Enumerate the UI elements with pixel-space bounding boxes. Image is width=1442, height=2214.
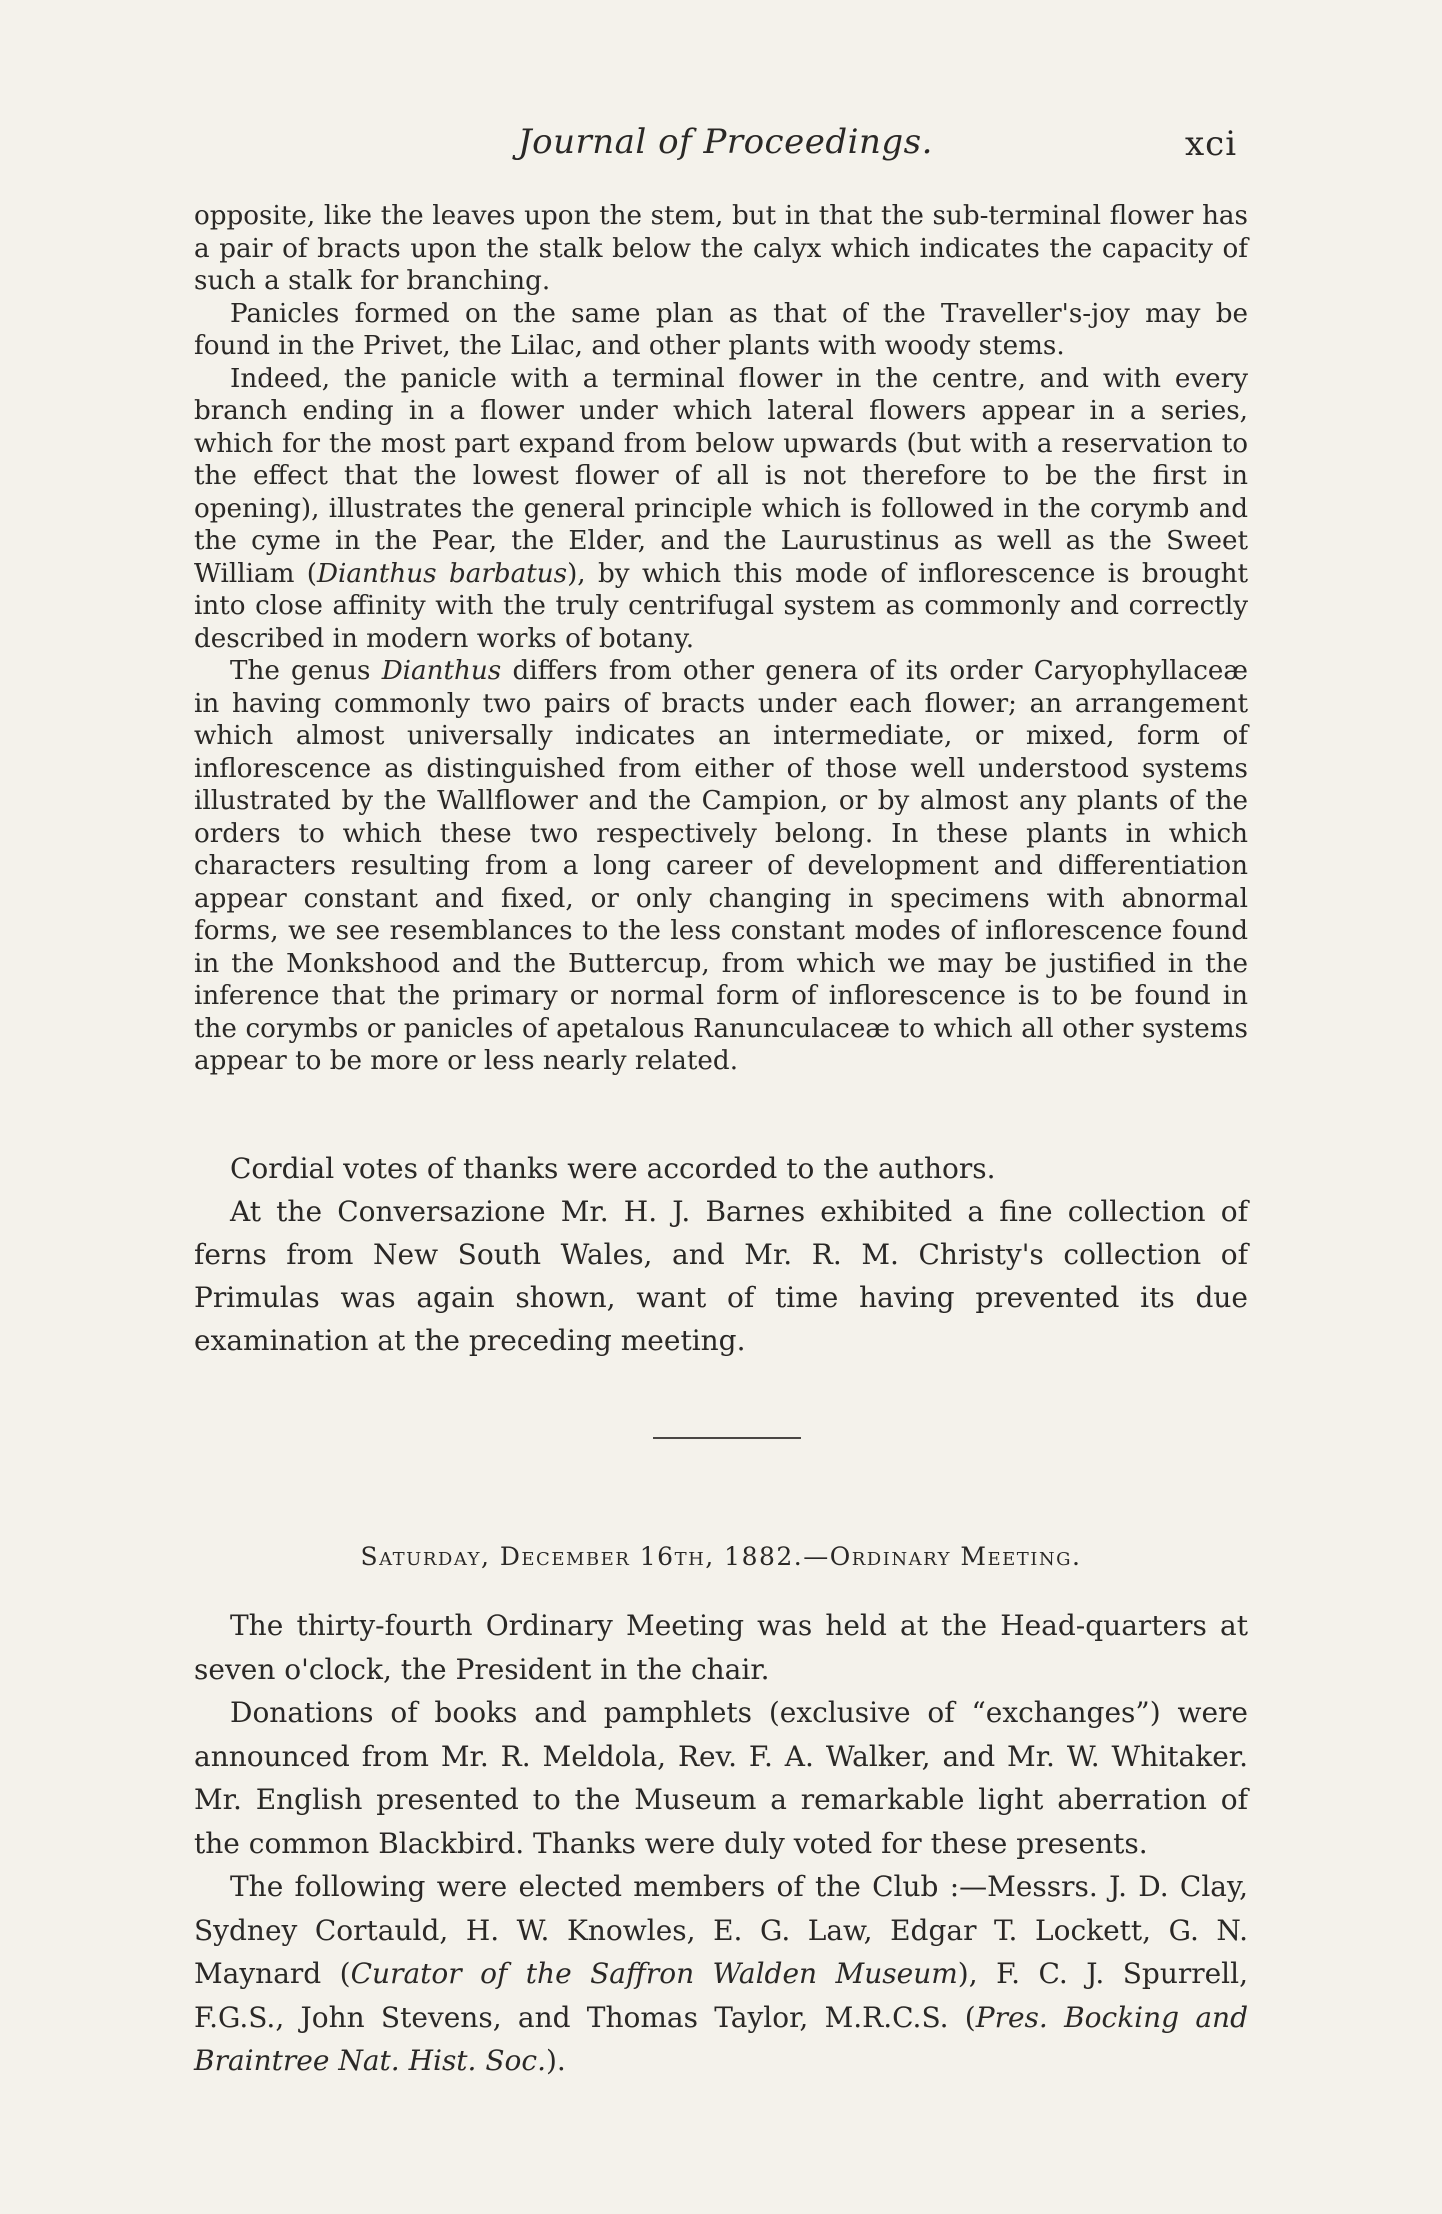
paragraph-votes-of-thanks: Cordial votes of thanks were accorded to the authors.	[230, 1152, 996, 1185]
meeting-heading: Saturday, December 16th, 1882.—Ordinary Meeting.	[360, 1542, 1082, 1571]
paragraph-elected-members	[194, 1865, 1248, 2083]
paragraph-genus-dianthus	[194, 655, 1248, 1078]
paragraph-donations: Donations of books and pamphlets (exclusive of “exchanges”) were announced from Mr. R. Meldola, Rev. F. A. Walker, and Mr. W. Whitaker. Mr. English presented to the Museum a remarkable light aberration of the common Blackbird. Thanks were duly voted for these presents.	[194, 1696, 1248, 1860]
votes-and-conversazione	[194, 1147, 1248, 1362]
continued-text-block	[194, 200, 1248, 1078]
paragraph-panicles: Panicles formed on the same plan as that of the Traveller's-joy may be found in the Privet, the Lilac, and other plants with woody stems.	[194, 298, 1248, 361]
italic-affiliation: Pres. Bocking and Braintree Nat. Hist. Soc.	[194, 2000, 1248, 2077]
section-divider	[653, 1437, 801, 1439]
text-run: ).	[545, 2044, 566, 2077]
paragraph-continuation: opposite, like the leaves upon the stem, but in that the sub-terminal flower has a pair of bracts upon the stalk below the calyx which indicates the capacity of such a stalk for branching.	[194, 201, 1248, 296]
running-title: Journal of Proceedings.	[518, 122, 933, 162]
paragraph-meeting-held: The thirty-fourth Ordinary Meeting was held at the Head-quarters at seven o'clock, the President in the chair.	[194, 1609, 1248, 1686]
text-run: differs from other genera of its order Caryophyllaceæ in having commonly two pairs of bracts under each flower; an arrangement which almost universally indicates an intermediate, or mixed, form of inflorescence as distinguished from either of those well understood systems illustrated by the Wallflower and the Campion, or by almost any plants of the orders to which these two respectively belong. In these plants in which characters resulting from a long career of development and differentiation appear constant and fixed, or only changing in specimens with abnormal forms, we see resemblances to the less constant modes of inflorescence found in the Monkshood and the Buttercup, from which we may be justified in the inference that the primary or normal form of inflorescence is to be found in the corymbs or panicles of apetalous Ranunculaceæ to which all other systems appear to be more or less nearly related.	[194, 656, 1248, 1076]
paragraph-indeed	[194, 363, 1248, 656]
running-head	[0, 122, 1442, 166]
text-run: The genus	[230, 656, 382, 686]
italic-species-name: Dianthus barbatus	[317, 558, 568, 589]
text-run: ), by which this mode of inflorescence is brought into close affinity with the truly centrifugal system as commonly and correctly described in modern works of botany.	[194, 558, 1248, 654]
page-number: xci	[1185, 124, 1238, 164]
text-run: Indeed, the panicle with a terminal flower in the centre, and with every branch ending in a flower under which lateral flowers appear in a series, which for the most part expand from below upwards (but with a reservation to the effect that the lowest flower of all is not therefore to be the first in opening), illustrates the general principle which is followed in the corymb and the cyme in the Pear, the Elder, and the Laurustinus as well as the Sweet William (	[194, 363, 1248, 589]
italic-affiliation: Curator of the Saffron Walden Museum	[350, 1957, 958, 1990]
italic-genus-name: Dianthus	[381, 656, 502, 686]
text-run: The following were elected members of the Club :—Messrs. J. D. Clay, Sydney Cortauld, H. W. Knowles, E. G. Law, Edgar T. Lockett, G. N. Maynard (	[194, 1870, 1248, 1990]
meeting-text-block	[194, 1604, 1248, 2083]
paragraph-conversazione: At the Conversazione Mr. H. J. Barnes exhibited a fine collection of ferns from New South Wales, and Mr. R. M. Christy's collection of Primulas was again shown, want of time having prevented its due examination at the preceding meeting.	[194, 1195, 1248, 1357]
text-run: ), F. C. J. Spurrell, F.G.S., John Stevens, and Thomas Taylor, M.R.C.S. (	[194, 1957, 1248, 2034]
